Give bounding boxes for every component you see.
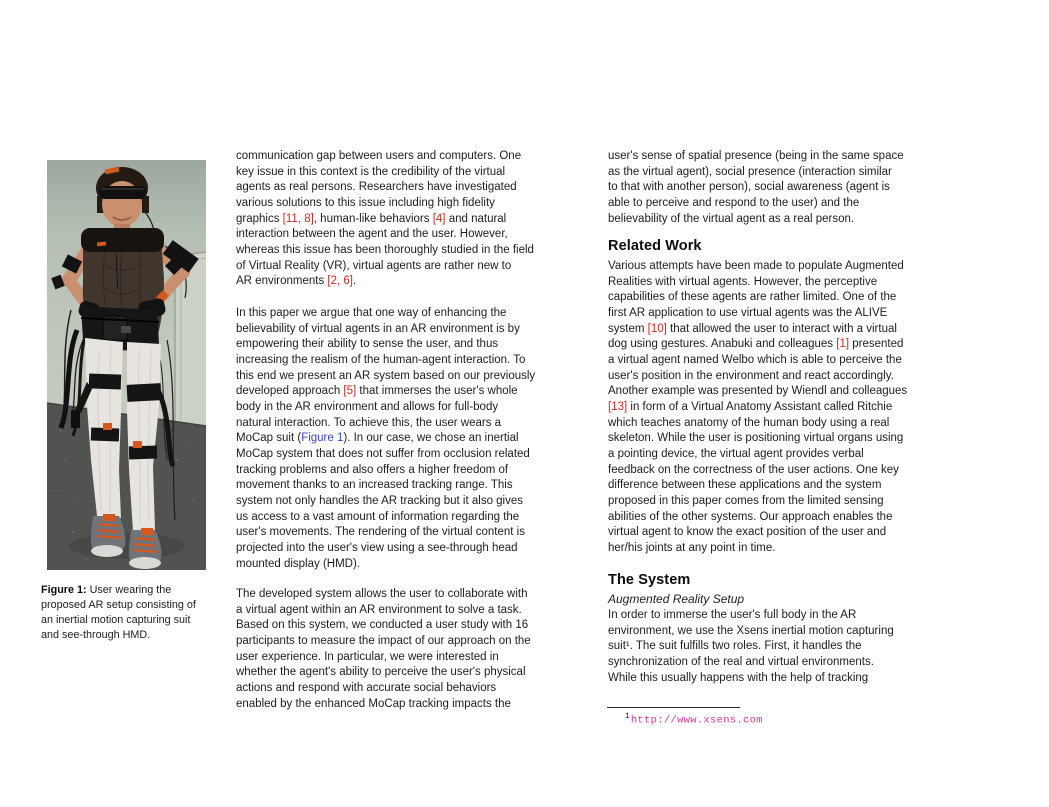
related-work-heading: Related Work <box>608 238 702 254</box>
left-thigh-strap <box>89 373 122 389</box>
presence-para: user's sense of spatial presence (being in the same space as the virtual agent), social presence (interaction similar to that with another person), social awareness (agent is able to perceive and respond to the user) and the believability of the virtual agent as a real person. <box>608 150 904 225</box>
intro-para-3: The developed system allows the user to collaborate with a virtual agent within an AR environment to solve a task. Based on this system, we conducted a user study with 16 participants to measure the impact of our approach on the user experience. In particular, we were interested in whether the agent's ability to perceive the user's physical actions and respond with accurate social behaviors enabled by the enhanced MoCap tracking impacts the <box>236 588 531 710</box>
right-arm-strap <box>171 260 180 269</box>
footnote-url-link[interactable]: http://www.xsens.com <box>630 714 763 727</box>
left-shin-sensor-orange <box>103 423 112 430</box>
citation-link[interactable]: [1] <box>836 338 850 351</box>
figure1-caption-text: User wearing the proposed AR setup consisting of an inertial motion capturing suit and see-through HMD. <box>41 584 196 641</box>
footnote-rule <box>607 707 740 708</box>
hmd-glasses <box>99 186 146 199</box>
person-shadow <box>69 533 185 559</box>
citation-link[interactable]: [11, 8] <box>282 212 314 225</box>
intro-para-2: In this paper we argue that one way of enhancing the believability of virtual agents in an AR environment is by empowering their ability to sense the user, and thus increasing the realism of the human-agent interaction. To this end we present an AR system based on our previously developed approach [5] that immerses the user's whole body in the AR environment and allows for full-body natural interaction. To achieve this, the user wears a MoCap suit (Figure 1). In our case, we chose an inertial MoCap system that does not suffer from occlusion related tracking problems and also offers a higher freedom of movement thanks to an increased tracking range. This system not only handles the AR tracking but it also gives us access to a vast amount of information regarding the user's movements. The rendering of the virtual content is projected into the user's view using a see-through head mounted display (HMD). <box>236 307 536 570</box>
system-para: In order to immerse the user's full body in the AR environment, we use the Xsens inertial motion capturing suit¹. The suit fulfills two roles. First, it handles the synchronization of the real and virtual environments. While this usually happens with the help of tracking <box>608 609 894 684</box>
citation-link[interactable]: [10] <box>647 322 667 335</box>
citation-link[interactable]: [2, 6] <box>327 275 353 288</box>
footnote-marker: 1 <box>625 712 630 721</box>
figure-reference-link[interactable]: Figure 1 <box>301 432 344 445</box>
right-shoe <box>129 528 162 569</box>
shoulder-yoke <box>81 228 164 252</box>
intro-para-1: communication gap between users and computers. One key issue in this context is the credibility of the virtual agents as real persons. Researchers have investigated various solutions to this issue including high fidelity graphics [11, 8], human-like behaviors [4] and natural interaction between the agent and the user. However, whereas this issue has been thoroughly studied in the field of Virtual Reality (VR), virtual agents are rather new to AR environments [2, 6]. <box>236 150 534 288</box>
system-subheading: Augmented Reality Setup <box>608 592 745 606</box>
buckle <box>121 326 131 333</box>
citation-link[interactable]: [13] <box>608 400 628 413</box>
system-heading: The System <box>608 572 691 588</box>
left-arm-strap <box>69 258 75 270</box>
footnote <box>608 712 938 727</box>
left-shoe <box>91 514 126 557</box>
related-work-para: Various attempts have been made to populate Augmented Realities with virtual agents. However, the perceptive capabilities of these agents are rather limited. One of the first AR application to use virtual agents was the ALIVE system [10] that allowed the user to interact with a virtual dog using gestures. Anabuki and colleagues [1] presented a virtual agent named Welbo which is able to perceive the user's position in the environment and react accordingly. Another example was presented by Wiendl and colleagues [13] in form of a Virtual Anatomy Assistant called Ritchie which teaches anatomy of the human body using a real skeleton. While the user is positioning virtual organs using a pointing device, the virtual agent provides verbal feedback on the correctness of the user actions. One key difference between these applications and the system proposed in this paper comes from the limited sensing abilities of the other systems. Our approach enables the virtual agent to know the exact position of the user and her/his joints at any point in time. <box>608 260 908 554</box>
figure1-caption <box>41 583 233 643</box>
hanging-device <box>71 410 80 428</box>
citation-link[interactable]: [5] <box>343 385 357 398</box>
figure1-photo <box>47 160 206 570</box>
figure1-caption-label: Figure 1: <box>41 584 87 596</box>
right-shin-sensor-orange <box>133 441 142 448</box>
right-thigh-strap <box>127 383 162 402</box>
citation-link[interactable]: [4] <box>432 212 446 225</box>
